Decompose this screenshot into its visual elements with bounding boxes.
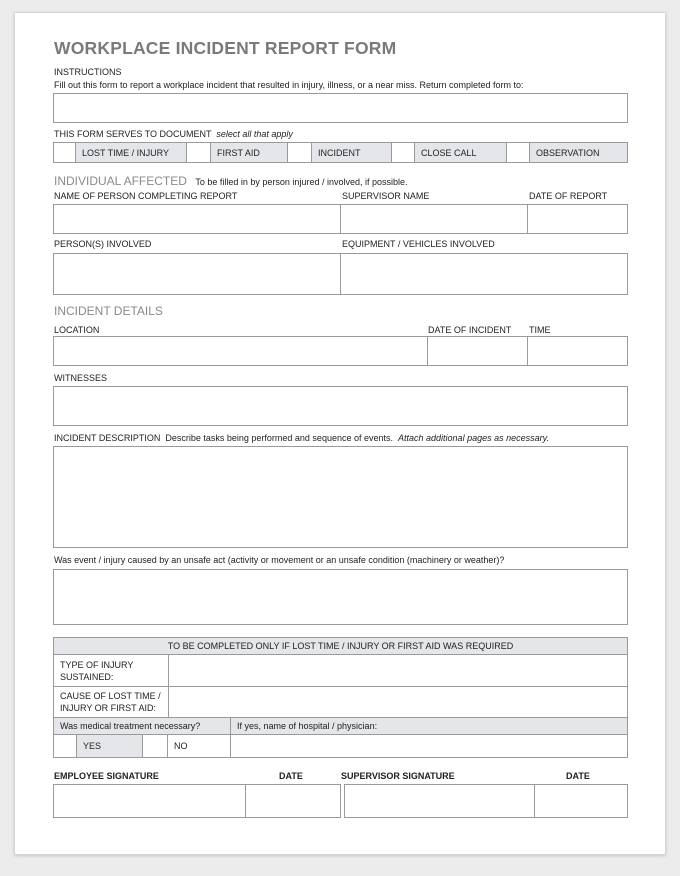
- supervisor-signature-label: SUPERVISOR SIGNATURE: [341, 771, 455, 781]
- individual-heading-row: [54, 172, 408, 190]
- details-heading: INCIDENT DETAILS: [54, 304, 163, 318]
- date-of-incident-field[interactable]: [428, 337, 528, 365]
- employee-signature-label: EMPLOYEE SIGNATURE: [54, 771, 159, 781]
- yes-label: YES: [77, 735, 143, 757]
- medical-question: Was medical treatment necessary?: [54, 718, 231, 734]
- supervisor-date-field[interactable]: [534, 784, 628, 818]
- description-label: INCIDENT DESCRIPTION: [54, 433, 161, 443]
- report-row: [53, 204, 628, 234]
- hospital-label: If yes, name of hospital / physician:: [237, 721, 378, 731]
- name-field[interactable]: [54, 205, 341, 233]
- location-row: [53, 336, 628, 366]
- signature-row: [53, 784, 628, 818]
- date-of-report-field[interactable]: [528, 205, 627, 233]
- time-field[interactable]: [528, 337, 627, 365]
- cause-question: Was event / injury caused by an unsafe act (activity or movement or an unsafe condition (machinery or weather)?: [54, 555, 505, 565]
- incident-checkbox[interactable]: [288, 143, 312, 162]
- witnesses-field[interactable]: [53, 386, 628, 426]
- location-field[interactable]: [54, 337, 428, 365]
- persons-field[interactable]: [54, 254, 341, 294]
- no-label: NO: [168, 735, 231, 757]
- persons-label: PERSON(S) INVOLVED: [54, 239, 152, 249]
- equipment-label: EQUIPMENT / VEHICLES INVOLVED: [342, 239, 495, 249]
- instructions-label: INSTRUCTIONS: [54, 67, 122, 77]
- name-label: NAME OF PERSON COMPLETING REPORT: [54, 191, 238, 201]
- employee-signature-field[interactable]: [53, 784, 245, 818]
- individual-note: To be filled in by person injured / involved, if possible.: [195, 177, 408, 187]
- lost-time-checkbox[interactable]: [54, 143, 76, 162]
- cause-field[interactable]: [53, 569, 628, 625]
- location-label: LOCATION: [54, 325, 100, 335]
- involved-row: [53, 253, 628, 295]
- witnesses-label: WITNESSES: [54, 373, 108, 383]
- description-label-row: [54, 433, 549, 443]
- type-of-injury-row: [54, 655, 627, 687]
- cause-of-lost-time-field[interactable]: [169, 687, 627, 717]
- individual-heading: INDIVIDUAL AFFECTED: [54, 174, 187, 188]
- document-label: THIS FORM SERVES TO DOCUMENT select all that apply: [54, 129, 293, 139]
- lost-time-header: TO BE COMPLETED ONLY IF LOST TIME / INJURY OR FIRST AID WAS REQUIRED: [54, 638, 627, 655]
- description-note: Attach additional pages as necessary.: [398, 433, 549, 443]
- type-of-injury-field[interactable]: [169, 655, 627, 686]
- type-of-injury-label: TYPE OF INJURY SUSTAINED:: [54, 655, 169, 686]
- option-close-call: CLOSE CALL: [415, 143, 507, 162]
- medical-row: [54, 718, 627, 735]
- form-page: [14, 12, 666, 855]
- document-options-row: [53, 142, 628, 163]
- return-to-field[interactable]: [53, 93, 628, 123]
- instructions-text: Fill out this form to report a workplace incident that resulted in injury, illness, or a near miss. Return completed form to:: [54, 80, 524, 90]
- lost-time-table: [53, 637, 628, 758]
- description-text: Describe tasks being performed and sequence of events.: [165, 433, 393, 443]
- supervisor-field[interactable]: [341, 205, 528, 233]
- option-first-aid: FIRST AID: [211, 143, 288, 162]
- form-title: WORKPLACE INCIDENT REPORT FORM: [54, 38, 397, 58]
- no-checkbox[interactable]: [143, 735, 168, 757]
- close-call-checkbox[interactable]: [392, 143, 415, 162]
- option-observation: OBSERVATION: [530, 143, 627, 162]
- date-of-report-label: DATE OF REPORT: [529, 191, 608, 201]
- employee-date-label: DATE: [279, 771, 303, 781]
- medical-answer-row: [54, 735, 627, 757]
- date-of-incident-label: DATE OF INCIDENT: [428, 325, 512, 335]
- cause-of-lost-time-label: CAUSE OF LOST TIME / INJURY OR FIRST AID:: [54, 687, 169, 717]
- supervisor-label: SUPERVISOR NAME: [342, 191, 430, 201]
- option-incident: INCIDENT: [312, 143, 392, 162]
- document-hint: select all that apply: [216, 129, 293, 139]
- supervisor-signature-field[interactable]: [344, 784, 534, 818]
- employee-date-field[interactable]: [245, 784, 341, 818]
- cause-of-lost-time-row: [54, 687, 627, 718]
- description-field[interactable]: [53, 446, 628, 548]
- option-lost-time: LOST TIME / INJURY: [76, 143, 187, 162]
- observation-checkbox[interactable]: [507, 143, 530, 162]
- time-label: TIME: [529, 325, 551, 335]
- first-aid-checkbox[interactable]: [187, 143, 211, 162]
- hospital-field[interactable]: [231, 735, 627, 757]
- supervisor-date-label: DATE: [566, 771, 590, 781]
- yes-checkbox[interactable]: [54, 735, 77, 757]
- equipment-field[interactable]: [341, 254, 627, 294]
